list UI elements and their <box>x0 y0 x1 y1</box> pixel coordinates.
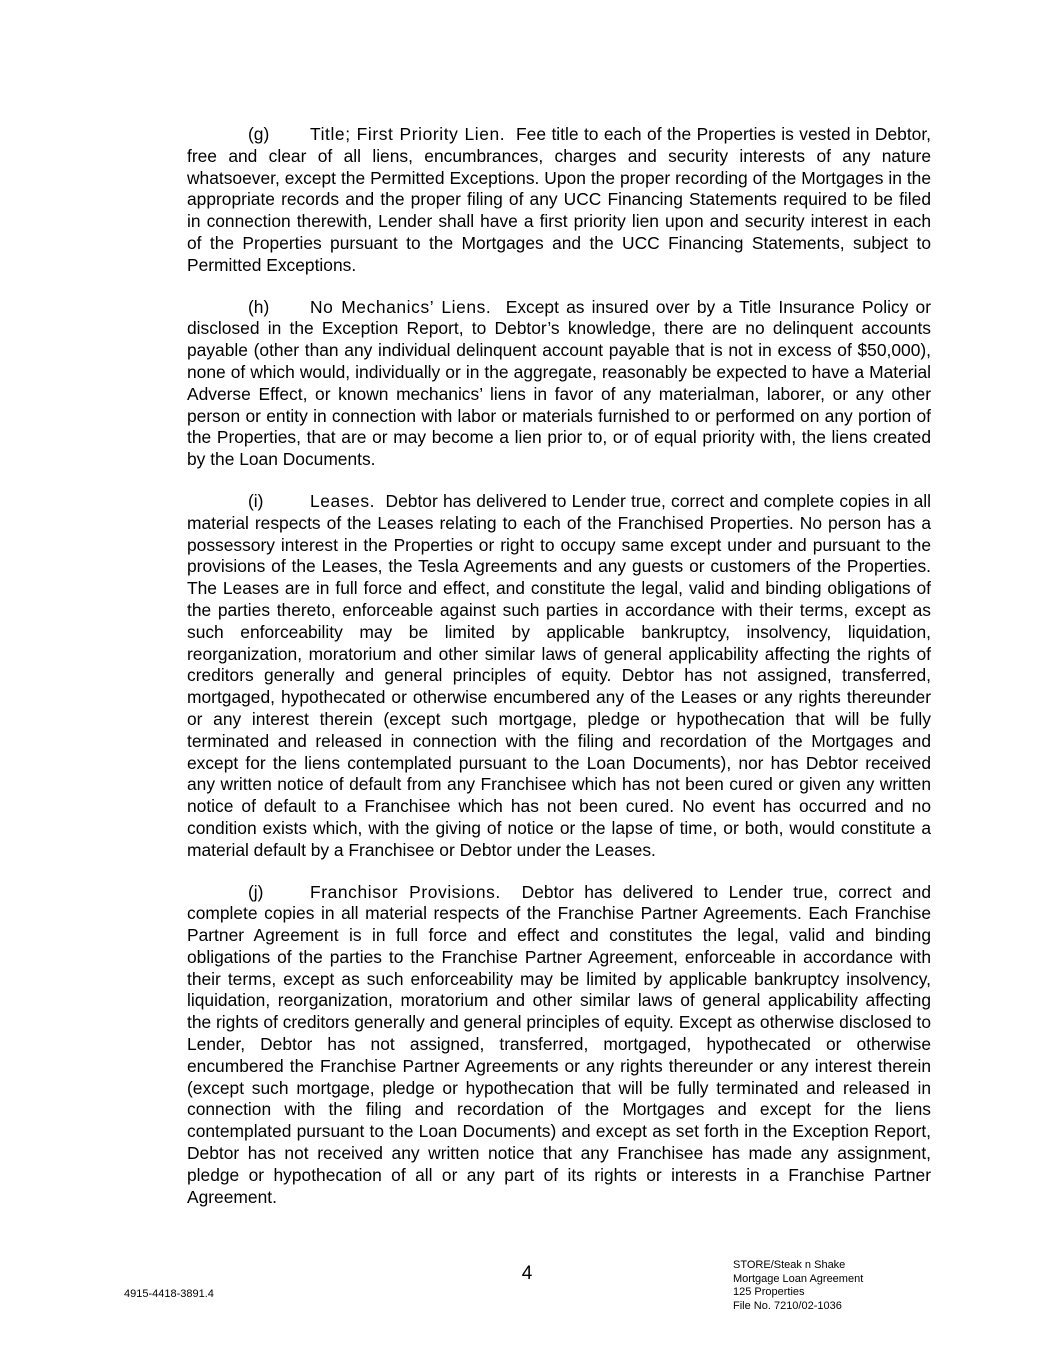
paragraph-text: Except as insured over by a Title Insurance Policy or disclosed in the Exception Report, to Debtor’s knowledge, there are no delinquent accounts payable (other than any individual delinquent account payable that is not in excess of $50,000), none of which would, individually or in the aggregate, reasonably be expected to have a Material Adverse Effect, or known mechanics’ liens in favor of any materialman, laborer, or any other person or entity in connection with labor or materials furnished to or performed on any portion of the Properties, that are or may become a lien prior to, or of equal priority with, the liens created by the Loan Documents. <box>187 296 931 470</box>
paragraph-g <box>187 124 931 277</box>
document-body <box>187 124 931 1228</box>
paragraph-text: Fee title to each of the Properties is vested in Debtor, free and clear of all liens, encumbrances, charges and security interests of any nature whatsoever, except the Permitted Exceptions. Upon the proper recording of the Mortgages in the appropriate records and the proper filing of any UCC Financing Statements required to be filed in connection therewith, Lender shall have a first priority lien upon and security interest in each of the Properties pursuant to the Mortgages and the UCC Financing Statements, subject to Permitted Exceptions. <box>187 124 931 275</box>
paragraph-heading: Title; First Priority Lien. <box>310 124 506 144</box>
page-number: 4 <box>521 1263 533 1284</box>
document-info-line: File No. 7210/02-1036 <box>733 1299 842 1312</box>
paragraph-letter: (g) <box>248 124 270 144</box>
paragraph-text: Debtor has delivered to Lender true, correct and complete copies in all material respects of the Leases relating to each of the Franchised Properties. No person has a possessory interest in the Properties or right to occupy same except under and pursuant to the provisions of the Leases, the Tesla Agreements and any guests or customers of the Properties. The Leases are in full force and effect, and constitute the legal, valid and binding obligations of the parties thereto, enforceable against such parties in accordance with their terms, except as such enforceability may be limited by applicable bankruptcy, insolvency, liquidation, reorganization, moratorium and other similar laws of general applicability affecting the rights of creditors generally and general principles of equity. Debtor has not assigned, transferred, mortgaged, hypothecated or otherwise encumbered any of the Leases or any rights thereunder or any interest therein (except such mortgage, pledge or hypothecation that will be fully terminated and released in connection with the filing and recordation of the Mortgages and except for the liens contemplated pursuant to the Loan Documents), nor has Debtor received any written notice of default from any Franchisee which has not been cured or given any written notice of default to a Franchisee which has not been cured. No event has occurred and no condition exists which, with the giving of notice or the lapse of time, or both, would constitute a material default by a Franchisee or Debtor under the Leases. <box>187 490 932 860</box>
paragraph-letter: (h) <box>248 296 270 317</box>
document-info-line: Mortgage Loan Agreement <box>733 1272 864 1285</box>
paragraph-j <box>187 882 931 1209</box>
paragraph-i <box>187 491 931 862</box>
paragraph-heading: Leases. <box>310 490 376 511</box>
paragraph-letter: (i) <box>248 490 264 511</box>
paragraph-h <box>187 297 931 471</box>
paragraph-heading: Franchisor Provisions. <box>310 881 501 902</box>
paragraph-letter: (j) <box>248 881 264 902</box>
paragraph-heading: No Mechanics’ Liens. <box>310 296 492 317</box>
document-info-line: STORE/Steak n Shake <box>733 1259 846 1271</box>
document-info <box>733 1259 863 1313</box>
paragraph-text: Debtor has delivered to Lender true, correct and complete copies in all material respects of the Franchise Partner Agreements. Each Franchise Partner Agreement is in full force and effect and constitutes the legal, valid and binding obligations of the parties to the Franchise Partner Agreement, enforceable in accordance with their terms, except as such enforceability may be limited by applicable bankruptcy insolvency, liquidation, reorganization, moratorium and other similar laws of general applicability affecting the rights of creditors generally and general principles of equity. Except as otherwise disclosed to Lender, Debtor has not assigned, transferred, mortgaged, hypothecated or otherwise encumbered the Franchise Partner Agreements or any rights thereunder or any interest therein (except such mortgage, pledge or hypothecation that will be fully terminated and released in connection with the filing and recordation of the Mortgages and except for the liens contemplated pursuant to the Loan Documents) and except as set forth in the Exception Report, Debtor has not received any written notice that any Franchisee has made any assignment, pledge or hypothecation of all or any part of its rights or interests in a Franchise Partner Agreement. <box>187 881 932 1207</box>
document-id: 4915-4418-3891.4 <box>124 1288 214 1300</box>
document-info-line: 125 Properties <box>733 1286 805 1299</box>
